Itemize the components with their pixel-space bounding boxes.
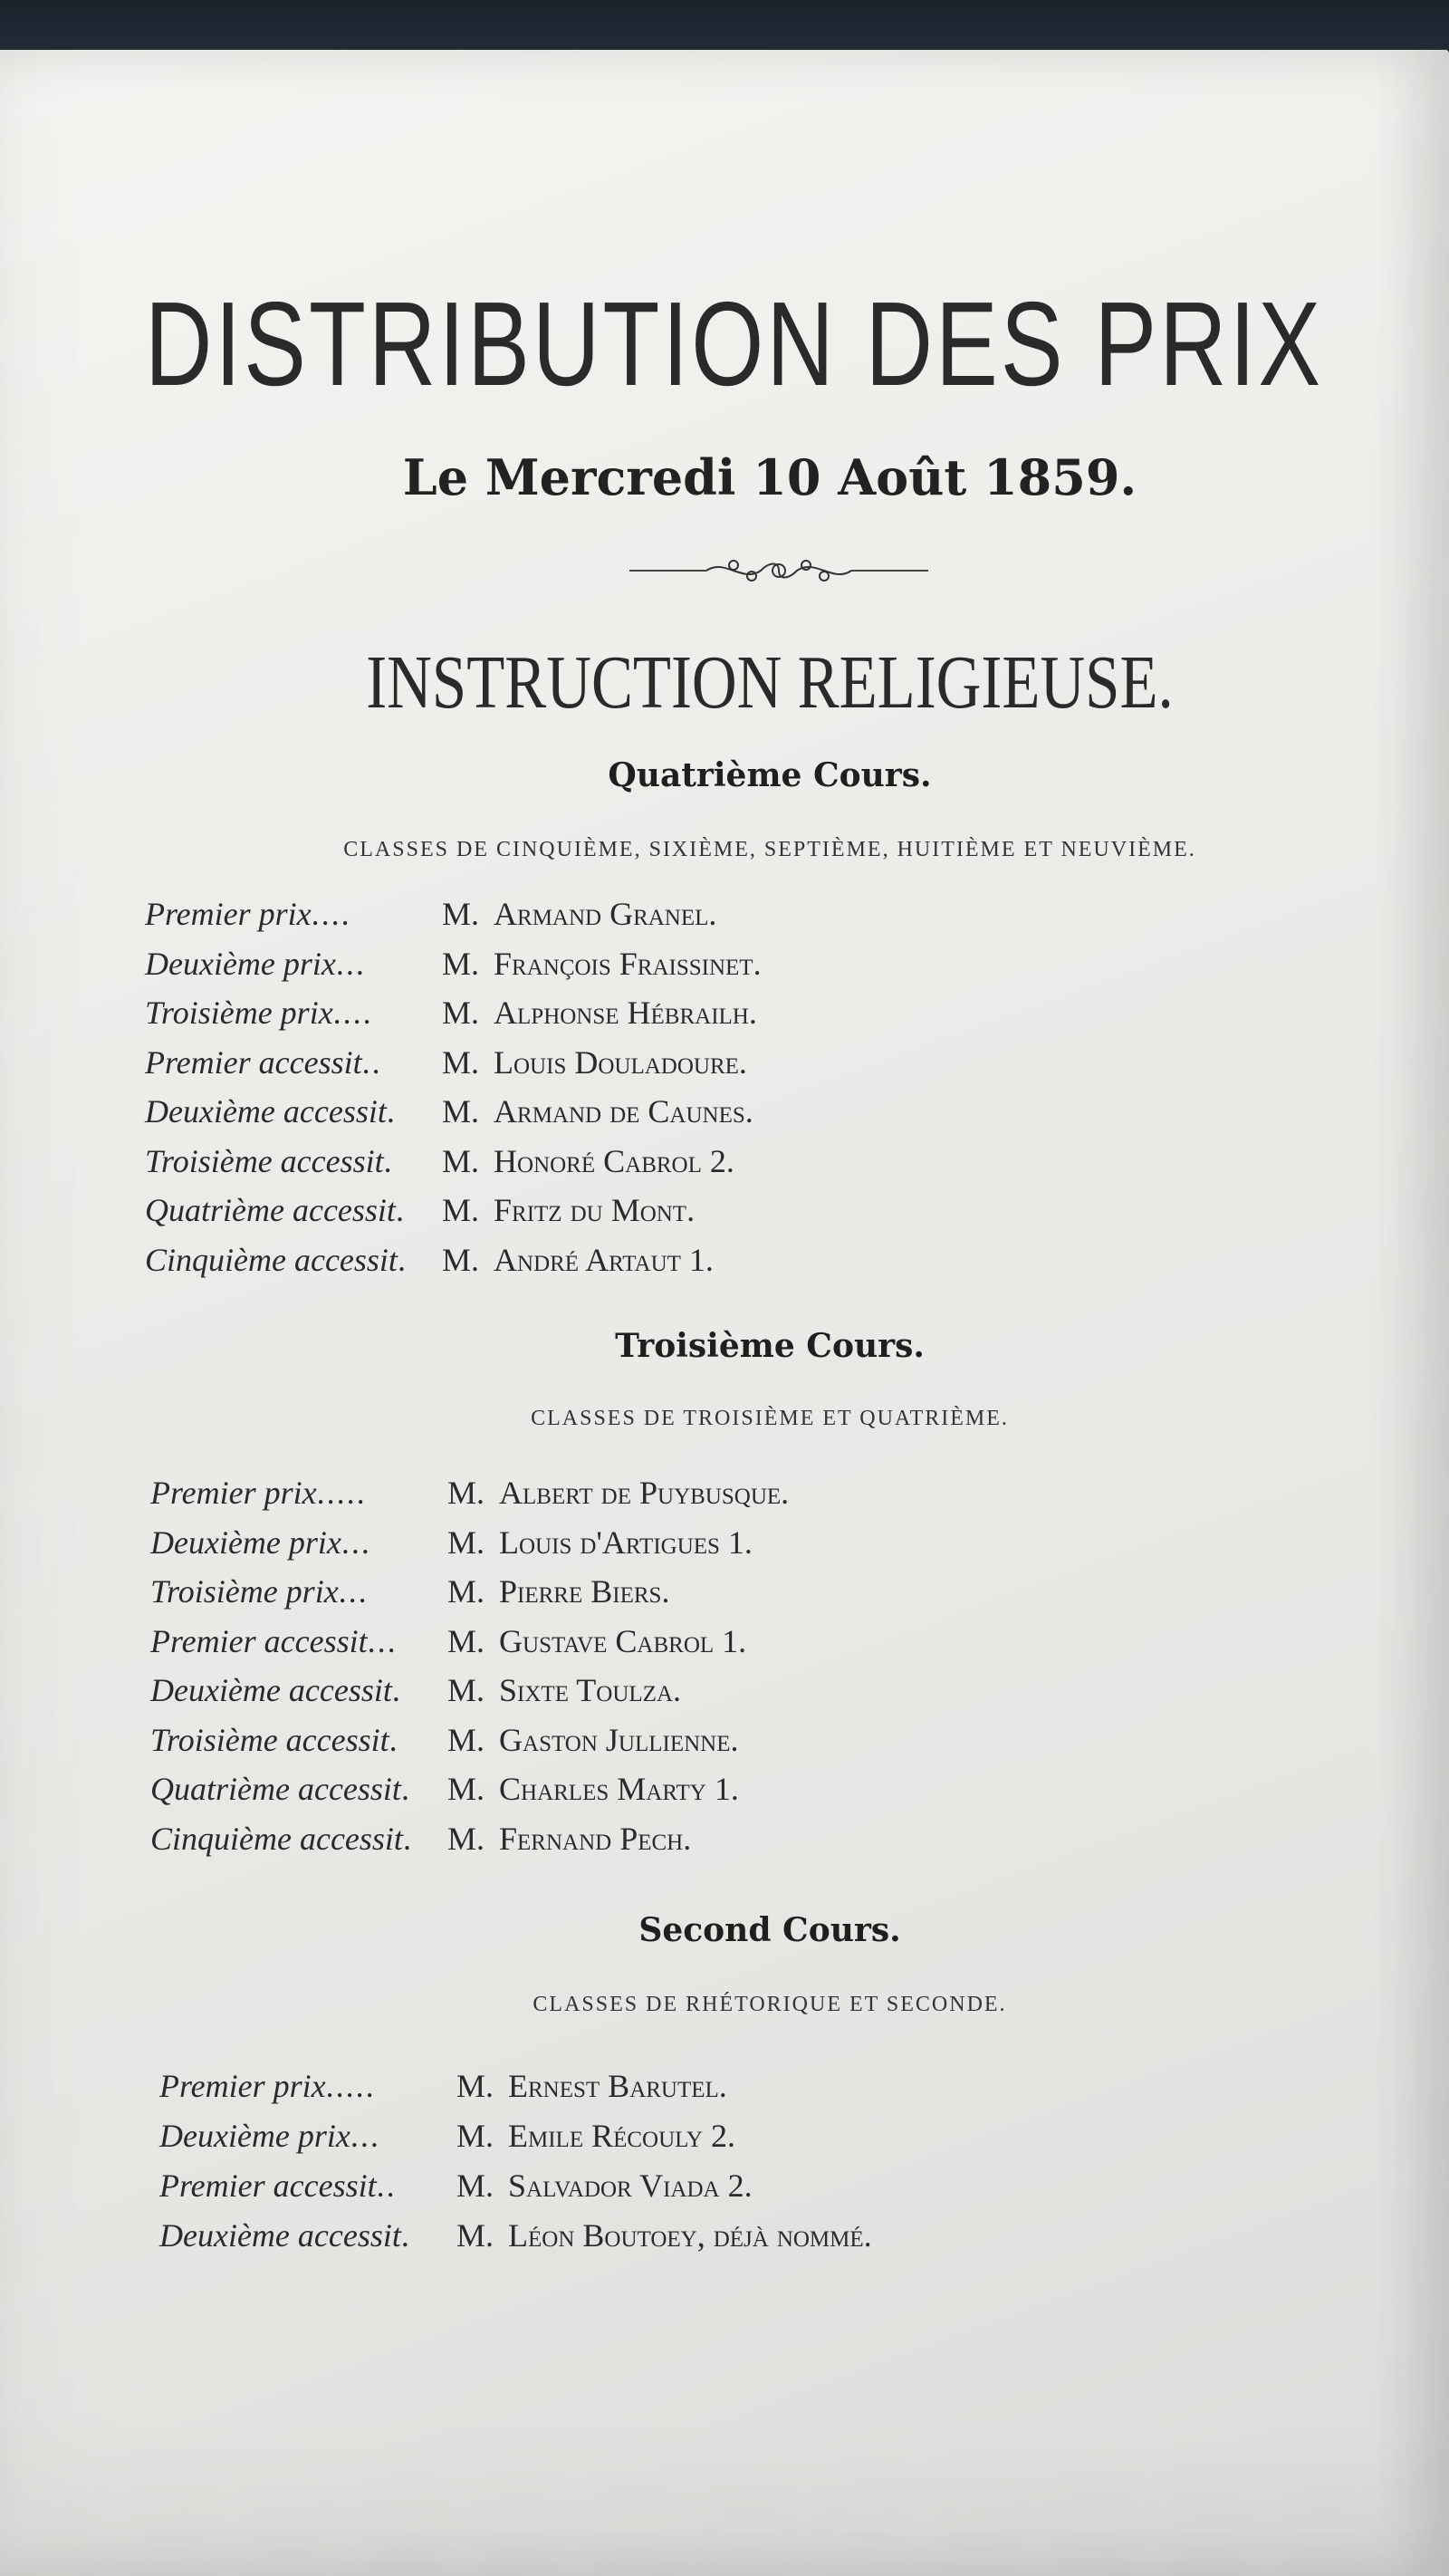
prize-row	[159, 2117, 735, 2162]
prize-row	[150, 1523, 753, 1569]
prize-row	[145, 945, 762, 990]
recipient-name: Armand de Caunes.	[494, 1093, 753, 1129]
recipient-name: André Artaut 1.	[494, 1241, 714, 1278]
prize-label	[145, 1043, 442, 1081]
leader-dots: ...	[350, 2118, 380, 2154]
leader-dots: .	[402, 1820, 413, 1857]
prize-name: Premier prix	[145, 896, 312, 932]
prize-name: Quatrième accessit	[150, 1771, 401, 1807]
prize-name: Premier accessit	[159, 2167, 377, 2204]
prize-label	[150, 1721, 447, 1759]
prize-name: Deuxième accessit	[159, 2217, 401, 2254]
prize-label	[150, 1770, 447, 1808]
prize-name: Cinquième accessit	[150, 1820, 403, 1857]
leader-dots: ...	[341, 1523, 371, 1561]
honorific: M.	[442, 1043, 480, 1081]
recipient-name: Gustave Cabrol 1.	[499, 1622, 747, 1659]
recipient-name: Gaston Jullienne.	[499, 1721, 739, 1758]
recipient-name: Albert de Puybusque.	[499, 1475, 790, 1511]
leader-dots: ..	[361, 1043, 382, 1081]
recipient-name: Louis d'Artigues 1.	[499, 1523, 753, 1561]
class-line: CLASSES DE CINQUIÈME, SIXIÈME, SEPTIÈME, HUITIÈME ET NEUVIÈME.	[343, 838, 1196, 861]
course-title: Troisième Cours.	[615, 1327, 925, 1365]
prize-row	[150, 1572, 669, 1618]
course-title: Quatrième Cours.	[608, 756, 932, 794]
recipient-name: Fritz du Mont.	[494, 1192, 696, 1228]
prize-row	[145, 1191, 695, 1236]
prize-label	[150, 1474, 447, 1512]
leader-dots: .	[397, 1241, 408, 1278]
prize-name: Premier prix	[159, 2068, 326, 2104]
document-date: Le Mercredi 10 Août 1859.	[402, 448, 1137, 506]
honorific: M.	[447, 1622, 485, 1659]
leader-dots: ...	[335, 945, 366, 982]
honorific: M.	[456, 2217, 494, 2254]
prize-name: Deuxième accessit	[150, 1672, 392, 1708]
document-title: DISTRIBUTION DES PRIX	[145, 277, 1324, 410]
honorific: M.	[442, 1192, 480, 1228]
prize-name: Premier prix	[150, 1475, 317, 1511]
prize-label	[159, 2067, 456, 2105]
prize-row	[150, 1721, 738, 1766]
leader-dots: ...	[367, 1622, 398, 1659]
prize-name: Premier accessit	[145, 1043, 362, 1081]
prize-row	[159, 2167, 753, 2212]
prize-row	[159, 2067, 727, 2112]
section-heading: INSTRUCTION RELIGIEUSE.	[366, 640, 1174, 725]
honorific: M.	[447, 1771, 485, 1807]
prize-row	[150, 1474, 789, 1519]
prize-name: Deuxième prix	[145, 945, 336, 982]
prize-label	[159, 2216, 456, 2254]
leader-dots: .	[383, 1142, 394, 1179]
prize-row	[145, 1241, 714, 1286]
prize-row	[145, 1092, 753, 1138]
prize-row	[150, 1770, 739, 1815]
class-line: CLASSES DE RHÉTORIQUE ET SECONDE.	[533, 1993, 1007, 2016]
honorific: M.	[442, 945, 480, 982]
leader-dots: .	[400, 1771, 411, 1807]
prize-label	[150, 1622, 447, 1660]
prize-label	[145, 994, 442, 1032]
prize-row	[145, 895, 716, 940]
prize-label	[150, 1671, 447, 1709]
prize-label	[150, 1523, 447, 1562]
prize-label	[145, 895, 442, 933]
honorific: M.	[447, 1573, 485, 1610]
recipient-name: Louis Douladoure.	[494, 1043, 747, 1081]
honorific: M.	[456, 2167, 494, 2204]
prize-label	[159, 2117, 456, 2155]
prize-name: Deuxième accessit	[145, 1093, 387, 1129]
recipient-name: Sixte Toulza.	[499, 1672, 682, 1708]
honorific: M.	[442, 995, 480, 1031]
recipient-name: Armand Granel.	[494, 896, 717, 932]
leader-dots: .....	[325, 2068, 376, 2104]
recipient-name: Salvador Viada 2.	[508, 2167, 753, 2204]
ornament-divider-icon	[625, 551, 933, 591]
prize-row	[150, 1820, 691, 1865]
prize-row	[150, 1622, 746, 1668]
prize-label	[159, 2167, 456, 2205]
recipient-name: François Fraissinet.	[494, 945, 762, 982]
recipient-name: Léon Boutoey, déjà nommé.	[508, 2217, 872, 2254]
honorific: M.	[442, 1142, 480, 1179]
leader-dots: ....	[332, 995, 373, 1031]
honorific: M.	[456, 2068, 494, 2104]
recipient-name: Alphonse Hébrailh.	[494, 995, 757, 1031]
recipient-name: Pierre Biers.	[499, 1573, 670, 1610]
prize-label	[145, 1142, 442, 1180]
prize-name: Deuxième prix	[150, 1523, 341, 1561]
leader-dots: ...	[338, 1573, 369, 1610]
prize-name: Premier accessit	[150, 1622, 368, 1659]
honorific: M.	[447, 1672, 485, 1708]
prize-row	[159, 2216, 872, 2262]
prize-name: Troisième accessit	[145, 1142, 384, 1179]
prize-name: Troisième prix	[150, 1573, 339, 1610]
prize-row	[145, 1043, 747, 1089]
course-title: Second Cours.	[638, 1911, 901, 1949]
leader-dots: .....	[316, 1475, 367, 1511]
leader-dots: .	[395, 1192, 406, 1228]
prize-label	[145, 1241, 442, 1279]
leader-dots: .	[391, 1672, 402, 1708]
prize-name: Deuxième prix	[159, 2118, 350, 2154]
leader-dots: ..	[376, 2167, 397, 2204]
prize-name: Quatrième accessit	[145, 1192, 396, 1228]
honorific: M.	[456, 2118, 494, 2154]
prize-row	[145, 1142, 734, 1187]
prize-label	[150, 1572, 447, 1610]
honorific: M.	[447, 1475, 485, 1511]
honorific: M.	[442, 1093, 480, 1129]
prize-name: Troisième prix	[145, 995, 333, 1031]
recipient-name: Honoré Cabrol 2.	[494, 1142, 734, 1179]
prize-row	[150, 1671, 681, 1716]
leader-dots: .	[386, 1093, 397, 1129]
honorific: M.	[447, 1820, 485, 1857]
recipient-name: Ernest Barutel.	[508, 2068, 727, 2104]
class-line: CLASSES DE TROISIÈME ET QUATRIÈME.	[531, 1407, 1009, 1430]
prize-label	[145, 1092, 442, 1130]
leader-dots: .	[400, 2217, 411, 2254]
prize-label	[150, 1820, 447, 1858]
prize-row	[145, 994, 757, 1039]
leader-dots: .	[389, 1721, 399, 1758]
prize-name: Cinquième accessit	[145, 1241, 398, 1278]
honorific: M.	[447, 1721, 485, 1758]
honorific: M.	[442, 1241, 480, 1278]
recipient-name: Fernand Pech.	[499, 1820, 692, 1857]
recipient-name: Charles Marty 1.	[499, 1771, 739, 1807]
leader-dots: ....	[311, 896, 351, 932]
prize-label	[145, 1191, 442, 1229]
honorific: M.	[442, 896, 480, 932]
prize-name: Troisième accessit	[150, 1721, 389, 1758]
prize-label	[145, 945, 442, 983]
recipient-name: Emile Récouly 2.	[508, 2118, 735, 2154]
honorific: M.	[447, 1523, 485, 1561]
